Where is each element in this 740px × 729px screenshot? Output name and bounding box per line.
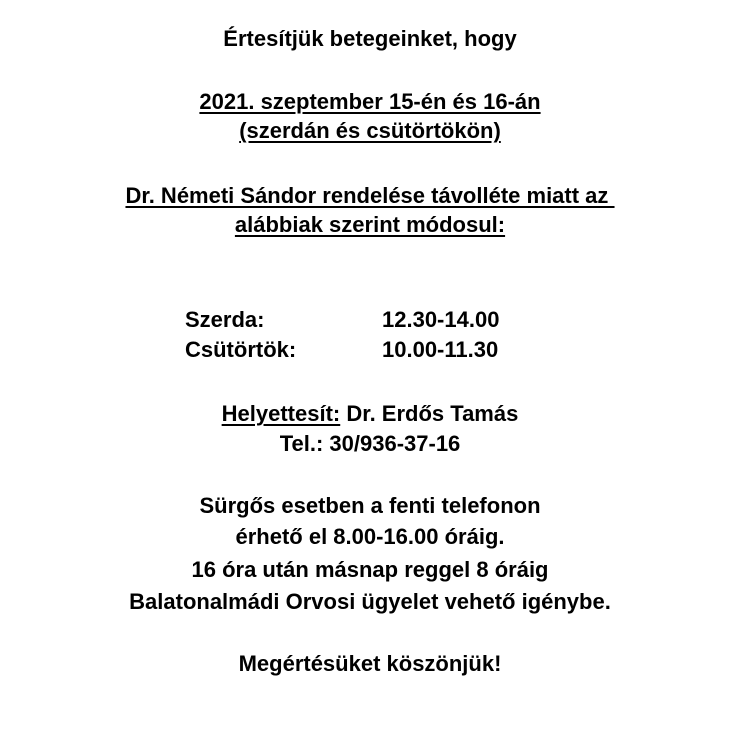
schedule-time: 12.30-14.00	[382, 307, 500, 332]
change-text-2: alábbiak szerint módosul:	[234, 212, 506, 237]
date-line	[0, 89, 740, 115]
substitute-line	[0, 401, 740, 427]
schedule-time: 10.00-11.30	[382, 337, 499, 362]
date-text: 2021. szeptember 15-én és 16-án	[199, 89, 541, 114]
urgent-line-1: Sürgős esetben a fenti telefonon	[199, 493, 541, 518]
schedule-day: Csütörtök:	[185, 337, 297, 362]
urgent-line-3: 16 óra után másnap reggel 8 óráig	[191, 557, 549, 582]
change-line-2	[0, 212, 740, 238]
change-text-1: Dr. Németi Sándor rendelése távolléte miatt az	[125, 183, 615, 208]
urgent-line-2: érhető el 8.00-16.00 óráig.	[235, 524, 505, 549]
closing-text: Megértésüket köszönjük!	[238, 651, 502, 676]
substitute-name: Dr. Erdős Tamás	[340, 401, 519, 426]
schedule-day: Szerda:	[185, 307, 265, 332]
intro-text: Értesítjük betegeinket, hogy	[223, 26, 517, 51]
substitute-label: Helyettesít:	[221, 401, 341, 426]
urgent-line-4: Balatonalmádi Orvosi ügyelet vehető igénybe.	[129, 589, 611, 614]
phone-line: Tel.: 30/936-37-16	[279, 431, 461, 456]
days-text: (szerdán és csütörtökön)	[239, 118, 501, 143]
change-line-1	[0, 183, 740, 209]
days-line	[0, 118, 740, 144]
